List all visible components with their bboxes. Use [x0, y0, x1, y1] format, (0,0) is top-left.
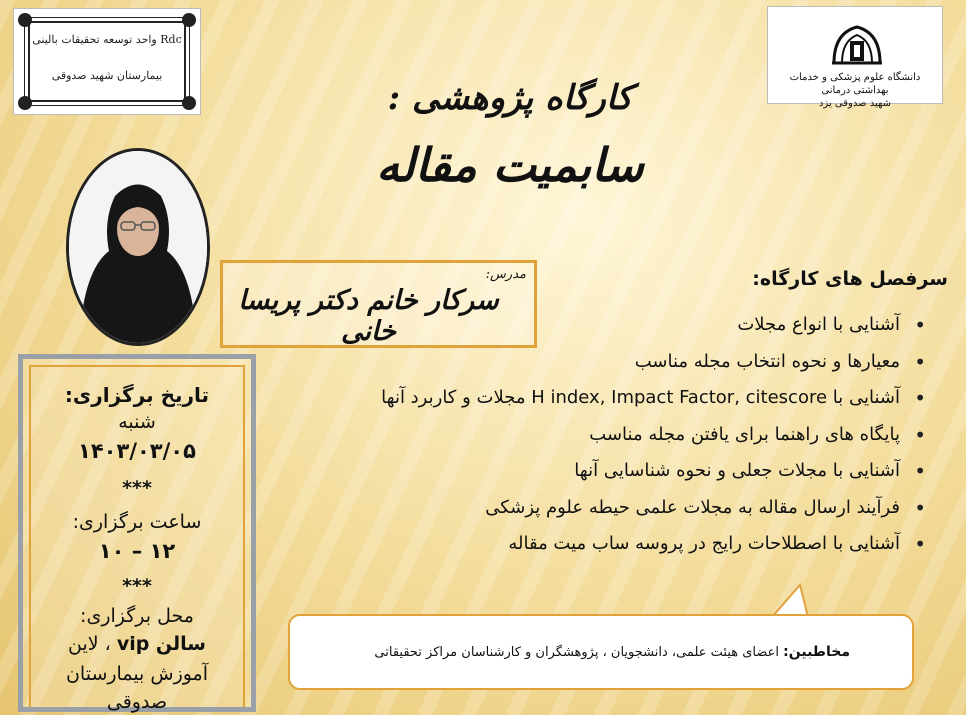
topic-item: • فرآیند ارسال مقاله به مجلات علمی حیطه علوم پزشکی: [246, 493, 926, 530]
frame-corner-ornament: [18, 96, 32, 110]
audience-callout: [288, 614, 914, 690]
instructor-portrait-photo: [66, 148, 210, 346]
topic-item: • آشنایی با مجلات جعلی و نحوه شناسایی آنها: [246, 456, 926, 493]
venue-line1-rest: ، لاین: [68, 633, 111, 655]
audience-text: [374, 644, 850, 660]
audience-value: اعضای هیئت علمی، دانشجویان ، پژوهشگران و کارشناسان مراکز تحقیقاتی: [374, 645, 780, 660]
day-value: شنبه: [118, 411, 156, 433]
rdc-logo-line1: واحد توسعه تحقیقات بالینی Rdc: [32, 33, 182, 46]
date-label: تاریخ برگزاری:: [64, 383, 210, 407]
frame-corner-ornament: [182, 13, 196, 27]
university-logo-text: [772, 71, 938, 110]
schedule-box: [18, 354, 256, 712]
university-emblem-icon: [830, 23, 884, 67]
venue-line2: آموزش بیمارستان: [65, 663, 209, 685]
frame-corner-ornament: [18, 13, 32, 27]
topic-item: • پایگاه های راهنما برای یافتن مجله مناسب: [246, 420, 926, 457]
university-logo-line2: شهید صدوقی یزد: [818, 98, 892, 109]
time-value: ۱۲ – ۱۰: [98, 539, 176, 563]
date-value: ۱۴۰۳/۰۳/۰۵: [78, 439, 196, 463]
frame-corner-ornament: [182, 96, 196, 110]
topics-heading-text: سرفصل های کارگاه:: [752, 268, 948, 290]
topic-item: • آشنایی با اصطلاحات رایج در پروسه ساب میت مقاله: [246, 529, 926, 566]
topic-item: • معیارها و نحوه انتخاب مجله مناسب: [246, 347, 926, 384]
topics-heading: [752, 268, 948, 290]
schedule-inner-frame: [29, 365, 245, 713]
audience-label: مخاطبین:: [783, 644, 850, 660]
instructor-name: سرکار خانم دکتر پریسا خانی: [238, 285, 499, 347]
rdc-logo-line2: بیمارستان شهید صدوقی: [51, 69, 163, 82]
topics-list: [246, 310, 926, 566]
workshop-type-title: کارگاه پژوهشی :: [387, 78, 633, 118]
rdc-logo: [13, 8, 201, 115]
separator: ***: [122, 477, 152, 499]
portrait-icon: [69, 151, 207, 343]
venue-label: محل برگزاری:: [80, 605, 194, 627]
workshop-main-title: سابمیت مقاله: [376, 138, 644, 192]
separator: ***: [122, 575, 152, 597]
callout-tail: [770, 583, 810, 617]
venue-line1: [31, 633, 243, 655]
topic-item: • آشنایی با H index, Impact Factor, citescore مجلات و کاربرد آنها: [246, 383, 926, 420]
venue-hall: سالن vip: [116, 633, 206, 655]
time-label: ساعت برگزاری:: [72, 511, 202, 533]
university-logo: [767, 6, 943, 109]
topic-item: • آشنایی با انواع مجلات: [246, 310, 926, 347]
university-logo-line1: دانشگاه علوم پزشکی و خدمات بهداشتی درمانی: [789, 72, 921, 96]
venue-line3: صدوقی: [106, 691, 168, 713]
instructor-label: مدرس:: [485, 267, 526, 282]
